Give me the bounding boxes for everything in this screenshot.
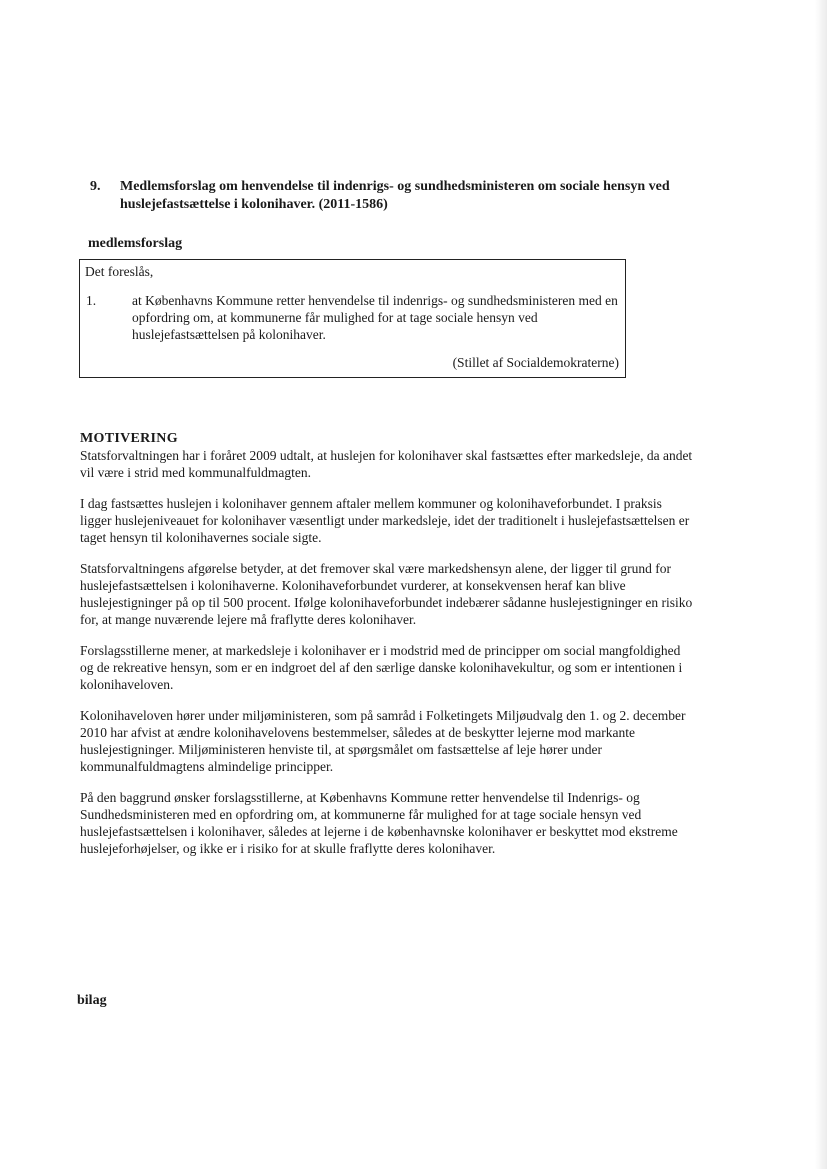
proposal-signature: (Stillet af Socialdemokraterne) [452,355,619,370]
proposal-item-number: 1. [86,293,97,308]
attachment-label: bilag [77,993,107,1008]
proposal-item-text: at Københavns Kommune retter henvendelse til indenrigs- og sundhedsministeren med en opfordring om, at kommunerne får mulighed for at tage sociale hensyn ved huslejefastsættelsen på kolonihaver. [132,293,618,342]
motivation-paragraph: Kolonihaveloven hører under miljøministeren, som på samråd i Folketingets Miljøudvalg den 1. og 2. december 2010 har afvist at ændre kolonihavelovens bestemmelser, således at de beskytter lejerne mod markante huslejestigninger. Miljøministeren henviste til, at spørgsmålet om fastsættelse af leje hører under kommunalfuldmagtens almindelige principper. [80,708,686,774]
motivation-paragraph: Statsforvaltningens afgørelse betyder, at det fremover skal være markedshensyn alene, der ligger til grund for huslejefastsættelsen i kolonihaverne. Kolonihaveforbundet vurderer, at konsekvensen heraf kan blive huslejestigninger på op til 500 procent. Ifølge kolonihaveforbundet indebærer sådanne huslejestigninger en risiko for, at mange nuværende lejere må fraflytte deres kolonihaver. [80,561,693,627]
motivation-heading: MOTIVERING [80,431,178,446]
agenda-number: 9. [90,179,101,194]
motivation-paragraph: Forslagsstillerne mener, at markedsleje i kolonihaver er i modstrid med de principper om social mangfoldighed og de rekreative hensyn, som er en indgroet del af den særlige danske kolonihavekultur, og som er intentionen i kolonihaveloven. [80,643,683,692]
proposal-box [79,259,626,378]
motivation-paragraph: På den baggrund ønsker forslagsstillerne, at Københavns Kommune retter henvendelse til Indenrigs- og Sundhedsministeren med en opfordring om, at kommunerne får mulighed for at tage sociale hensyn ved huslejefastsættelsen i kolonihaver, således at lejerne i de københavnske kolonihaver er beskyttet mod ekstreme huslejeforhøjelser, og ikke er i risiko for at skulle fraflytte deres kolonihaver. [80,790,678,856]
motivation-paragraph: Statsforvaltningen har i foråret 2009 udtalt, at huslejen for kolonihaver skal fastsættes efter markedsleje, da andet vil være i strid med kommunalfuldmagten. [80,448,693,480]
scan-edge-shadow [815,0,827,1169]
agenda-title: Medlemsforslag om henvendelse til indenrigs- og sundhedsministeren om sociale hensyn ved huslejefastsættelse i kolonihaver. (2011-1586) [120,179,670,212]
motivation-section [80,430,695,871]
motivation-paragraph: I dag fastsættes huslejen i kolonihaver gennem aftaler mellem kommuner og kolonihaveforbundet. I praksis ligger huslejeniveauet for kolonihaver væsentligt under markedsleje, idet der traditionelt i huslejefastsættelsen er taget hensyn til kolonihavernes sociale sigte. [80,496,690,545]
section-label: medlemsforslag [88,236,183,251]
proposal-intro: Det foreslås, [85,264,154,279]
